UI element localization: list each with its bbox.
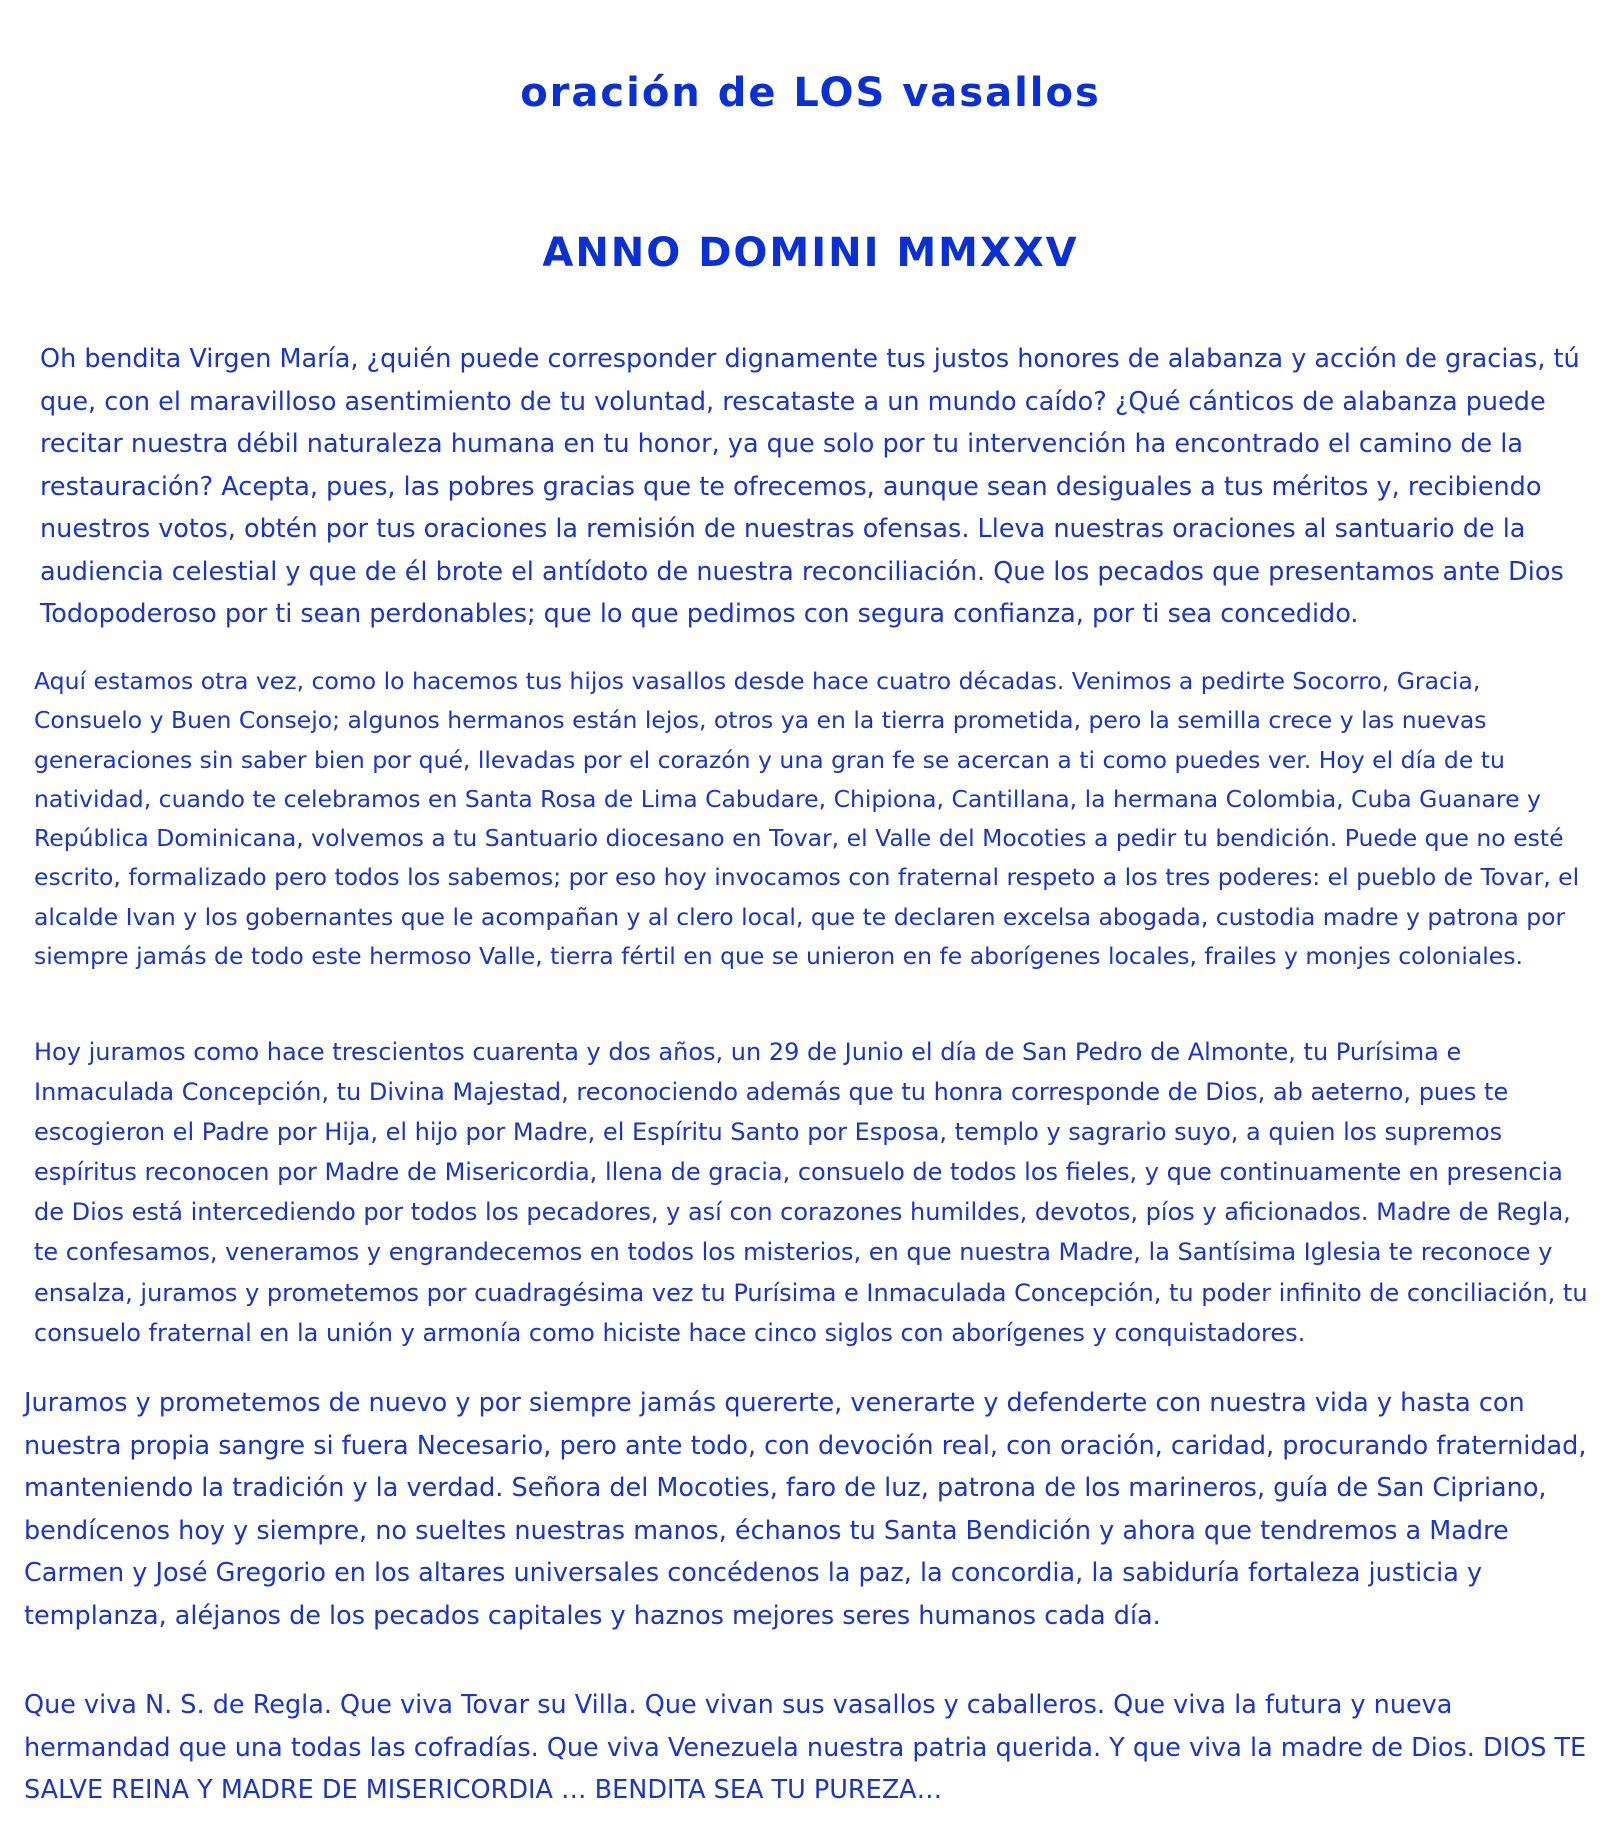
paragraph-acclamations: Que viva N. S. de Regla. Que viva Tovar su Villa. Que vivan sus vasallos y caballeros. Que viva la futura y nueva hermandad que una todas las cofradías. Que viva Venezuela nuestra patria querida. Y que viva la madre de Dios. DIOS TE SALVE REINA Y MADRE DE MISERICORDIA … BENDITA SEA TU PUREZA… [24, 1690, 1587, 1805]
paragraph-petition: Aquí estamos otra vez, como lo hacemos tus hijos vasallos desde hace cuatro décadas. Venimos a pedirte Socorro, Gracia, Consuelo y Buen Consejo; algunos hermanos están lejos, otros ya en la tierra prometida, pero la semilla crece y las nuevas generaciones sin saber bien por qué, llevadas por el corazón y una gran fe se acercan a ti como puedes ver. Hoy el día de tu natividad, cuando te celebramos en Santa Rosa de Lima Cabudare, Chipiona, Cantillana, la hermana Colombia, Cuba Guanare y República Dominicana, volvemos a tu Santuario diocesano en Tovar, el Valle del Mocoties a pedir tu bendición. Puede que no esté escrito, formalizado pero todos los sabemos; por eso hoy invocamos con fraternal respeto a los tres poderes: el pueblo de Tovar, el alcalde Ivan y los gobernantes que le acompañan y al clero local, que te declaren excelsa abogada, custodia madre y patrona por siempre jamás de todo este hermoso Valle, tierra fértil en que se unieron en fe aborígenes locales, frailes y monjes coloniales. [34, 667, 1580, 971]
title-line-2: ANNO DOMINI MMXXV [542, 230, 1079, 276]
paragraph-promise: Juramos y prometemos de nuevo y por siempre jamás quererte, venerarte y defenderte con nuestra vida y hasta con nuestra propia sangre si fuera Necesario, pero ante todo, con devoción real, con oración, caridad, procurando fraternidad, manteniendo la tradición y la verdad. Señora del Mocoties, faro de luz, patrona de los marineros, guía de San Cipriano, bendícenos hoy y siempre, no sueltes nuestras manos, échanos tu Santa Bendición y ahora que tendremos a Madre Carmen y José Gregorio en los altares universales concédenos la paz, la concordia, la sabiduría fortaleza justicia y templanza, aléjanos de los pecados capitales y haznos mejores seres humanos cada día. [24, 1388, 1587, 1631]
title-line-1: oración de LOS vasallos [520, 70, 1101, 116]
paragraph-oath: Hoy juramos como hace trescientos cuarenta y dos años, un 29 de Junio el día de San Pedro de Almonte, tu Purísima e Inmaculada Concepción, tu Divina Majestad, reconociendo además que tu honra corresponde de Dios, ab aeterno, pues te escogieron el Padre por Hija, el hijo por Madre, el Espíritu Santo por Esposa, templo y sagrario suyo, a quien los supremos espíritus reconocen por Madre de Misericordia, llena de gracia, consuelo de todos los fieles, y que continuamente en presencia de Dios está intercediendo por todos los pecadores, y así con corazones humildes, devotos, píos y aficionados. Madre de Regla, te confesamos, veneramos y engrandecemos en todos los misterios, en que nuestra Madre, la Santísima Iglesia te reconoce y ensalza, juramos y prometemos por cuadragésima vez tu Purísima e Inmaculada Concepción, tu poder infinito de conciliación, tu consuelo fraternal en la unión y armonía como hiciste hace cinco siglos con aborígenes y conquistadores. [34, 1038, 1588, 1347]
paragraph-invocation: Oh bendita Virgen María, ¿quién puede corresponder dignamente tus justos honores de alabanza y acción de gracias, tú que, con el maravilloso asentimiento de tu voluntad, rescataste a un mundo caído? ¿Qué cánticos de alabanza puede recitar nuestra débil naturaleza humana en tu honor, ya que solo por tu intervención ha encontrado el camino de la restauración? Acepta, pues, las pobres gracias que te ofrecemos, aunque sean desiguales a tus méritos y, recibiendo nuestros votos, obtén por tus oraciones la remisión de nuestras ofensas. Lleva nuestras oraciones al santuario de la audiencia celestial y que de él brote el antídoto de nuestra reconciliación. Que los pecados que presentamos ante Dios Todopoderoso por ti sean perdonables; que lo que pedimos con segura confianza, por ti sea concedido. [40, 344, 1580, 629]
